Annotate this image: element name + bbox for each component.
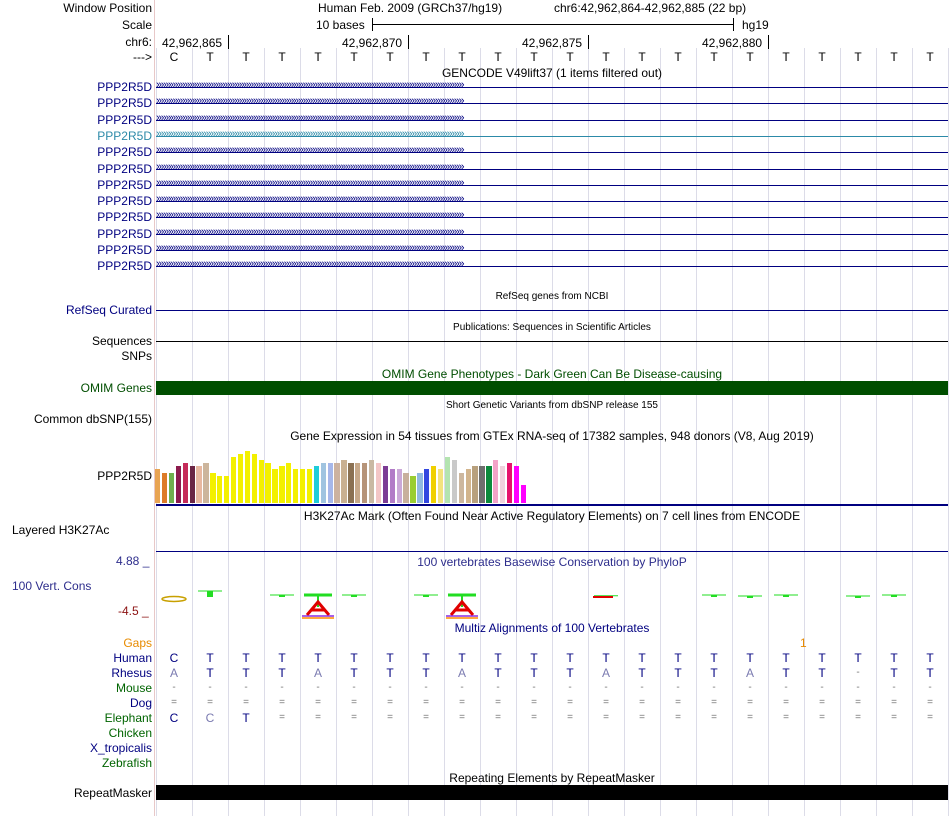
alignment-base: =	[351, 712, 357, 723]
sequence-base: T	[746, 50, 754, 64]
species-label[interactable]: Rhesus	[111, 666, 152, 680]
alignment-base: =	[855, 712, 861, 723]
gtex-tissue-bar[interactable]	[334, 463, 339, 503]
coord-tick-1	[228, 35, 229, 49]
alignment-base: -	[784, 682, 788, 693]
alignment-base: =	[207, 697, 213, 708]
gtex-tissue-bar[interactable]	[217, 476, 222, 503]
gencode-transcript[interactable]: ››››››››››››››››››››››››››››››››››››››››››››››››››››››››››››››››››››››››››››››››››››››››››››››››››››››››››››››››››››››››››››››››››	[156, 210, 948, 224]
alignment-base: =	[387, 712, 393, 723]
sequence-bases	[156, 50, 948, 64]
alignment-base: T	[350, 666, 358, 680]
alignment-base: T	[566, 666, 574, 680]
gtex-tissue-bar[interactable]	[155, 469, 160, 503]
alignment-base: =	[603, 712, 609, 723]
species-label[interactable]: Elephant	[104, 711, 152, 725]
sequence-base: T	[854, 50, 862, 64]
alignment-base: =	[495, 697, 501, 708]
position-readout: chr6:42,962,864-42,962,885 (22 bp)	[554, 1, 747, 15]
alignment-base: =	[675, 712, 681, 723]
species-label[interactable]: Dog	[129, 696, 152, 710]
alignment-base: T	[926, 651, 934, 665]
species-label[interactable]: X_tropicalis	[89, 741, 152, 755]
sequence-base: T	[350, 50, 358, 64]
alignment-base: =	[639, 697, 645, 708]
gtex-tissue-bar[interactable]	[321, 463, 326, 503]
alignment-base: =	[315, 697, 321, 708]
alignment-base: T	[314, 651, 322, 665]
allele-a-glyph	[307, 602, 329, 615]
gtex-track-title[interactable]: Gene Expression in 54 tissues from GTEx RNA-seq of 17382 samples, 948 donors (V8, Aug 2019)	[290, 429, 814, 443]
alignment-base: =	[819, 712, 825, 723]
sequence-base: T	[782, 50, 790, 64]
sequence-base: T	[314, 50, 322, 64]
alignment-base: A	[169, 666, 178, 680]
alignment-base: T	[818, 666, 826, 680]
alignment-base: =	[279, 712, 285, 723]
sequence-base: T	[530, 50, 538, 64]
alignment-base: T	[494, 666, 502, 680]
coord-2: 42,962,870	[342, 36, 403, 50]
alignment-base: T	[746, 651, 754, 665]
sequence-base: T	[206, 50, 214, 64]
gtex-tissue-bar[interactable]	[286, 463, 291, 503]
alignment-base: -	[424, 682, 428, 693]
gtex-tissue-bar[interactable]	[390, 469, 395, 503]
gtex-tissue-bar[interactable]	[238, 454, 243, 503]
gtex-tissue-bar[interactable]	[203, 463, 208, 503]
sequence-base: T	[566, 50, 574, 64]
gtex-tissue-bar[interactable]	[190, 466, 195, 503]
omim-track-label[interactable]: OMIM Genes	[80, 381, 152, 395]
alignment-base: =	[783, 697, 789, 708]
alignment-base: T	[422, 666, 430, 680]
sequence-base: T	[638, 50, 646, 64]
phylop-positive-bar	[207, 591, 213, 597]
gencode-transcript[interactable]: ››››››››››››››››››››››››››››››››››››››››››››››››››››››››››››››››››››››››››››››››››››››››››››››››››››››››››››››››››››››››››››››››››	[156, 227, 948, 241]
gtex-tissue-bar[interactable]	[272, 469, 277, 503]
gtex-expression-chart[interactable]	[155, 442, 535, 503]
scale-bar	[372, 24, 734, 25]
sequence-base: T	[710, 50, 718, 64]
alignment-base: T	[674, 666, 682, 680]
strand-label: --->	[133, 50, 152, 64]
coord-1: 42,962,865	[162, 36, 223, 50]
gtex-tissue-bar[interactable]	[341, 460, 346, 503]
gencode-item-label[interactable]: PPP2R5D	[97, 194, 152, 209]
alignment-base: A	[601, 666, 610, 680]
alignment-base: -	[568, 682, 572, 693]
gtex-tissue-bar[interactable]	[348, 463, 353, 503]
multiz-track-title[interactable]: Multiz Alignments of 100 Vertebrates	[454, 621, 650, 635]
sequence-base: C	[169, 50, 179, 64]
alignment-base: T	[674, 651, 682, 665]
phylop-track-title[interactable]: 100 vertebrates Basewise Conservation by PhyloP	[417, 555, 687, 569]
gtex-tissue-bar[interactable]	[376, 463, 381, 503]
gtex-tissue-bar[interactable]	[452, 460, 457, 503]
alignment-base: -	[676, 682, 680, 693]
gtex-tissue-bar[interactable]	[424, 469, 429, 503]
gencode-item-label[interactable]: PPP2R5D	[97, 145, 152, 160]
alignment-base: -	[496, 682, 500, 693]
alignment-base: =	[531, 712, 537, 723]
alignment-base: =	[711, 712, 717, 723]
gtex-tissue-bar[interactable]	[279, 466, 284, 503]
scale-text: 10 bases	[316, 18, 365, 32]
gencode-transcript[interactable]: ››››››››››››››››››››››››››››››››››››››››››››››››››››››››››››››››››››››››››››››››››››››››››››››››››››››››››››››››››››››››››››››››››	[156, 178, 948, 192]
alignment-base: T	[242, 651, 250, 665]
gtex-tissue-bar[interactable]	[403, 473, 408, 504]
gtex-tissue-bar[interactable]	[328, 463, 333, 503]
alignment-base: =	[171, 697, 177, 708]
alignment-base: T	[494, 651, 502, 665]
gtex-tissue-bar[interactable]	[514, 466, 519, 503]
sequence-base: T	[818, 50, 826, 64]
gencode-track-title[interactable]: GENCODE V49lift37 (1 items filtered out)	[441, 66, 663, 80]
alignment-base: -	[748, 682, 752, 693]
sequence-base: T	[890, 50, 898, 64]
alignment-base: =	[567, 697, 573, 708]
coord-4: 42,962,880	[702, 36, 763, 50]
label-separator	[154, 0, 155, 816]
gencode-item-label[interactable]: PPP2R5D	[97, 128, 152, 143]
repeatmasker-track-label[interactable]: RepeatMasker	[73, 786, 152, 800]
gencode-transcript[interactable]: ››››››››››››››››››››››››››››››››››››››››››››››››››››››››››››››››››››››››››››››››››››››››››››››››››››››››››››››››››››››››››››››››››	[156, 113, 948, 127]
gencode-item-label[interactable]: PPP2R5D	[97, 96, 152, 111]
gtex-tissue-bar[interactable]	[486, 466, 491, 503]
alignment-base: =	[603, 697, 609, 708]
alignment-base: =	[891, 712, 897, 723]
chr-label: chr6:	[125, 35, 152, 49]
window-position-label: Window Position	[63, 1, 152, 15]
scale-label: Scale	[121, 18, 152, 32]
species-label[interactable]: Mouse	[115, 681, 152, 695]
alignment-base: T	[890, 666, 898, 680]
alignment-base: T	[890, 651, 898, 665]
alignment-base: T	[206, 651, 214, 665]
alignment-base: T	[566, 651, 574, 665]
gtex-tissue-bar[interactable]	[169, 473, 174, 504]
gtex-tissue-bar[interactable]	[314, 466, 319, 503]
gtex-tissue-bar[interactable]	[479, 466, 484, 503]
gtex-tissue-bar[interactable]	[445, 457, 450, 503]
gencode-transcript[interactable]: ››››››››››››››››››››››››››››››››››››››››››››››››››››››››››››››››››››››››››››››››››››››››››››››››››››››››››››››››››››››››››››››››››	[156, 96, 948, 110]
gtex-tissue-bar[interactable]	[362, 463, 367, 503]
alignment-base: T	[818, 651, 826, 665]
alignment-base: T	[206, 666, 214, 680]
publications-track-title[interactable]: Publications: Sequences in Scientific Articles	[453, 322, 651, 333]
gtex-tissue-bar[interactable]	[397, 469, 402, 503]
sequence-base: T	[242, 50, 250, 64]
alignment-base: =	[891, 697, 897, 708]
alignment-base: -	[928, 682, 932, 693]
gtex-tissue-bar[interactable]	[507, 463, 512, 503]
alignment-base: =	[567, 712, 573, 723]
gtex-tissue-bar[interactable]	[162, 473, 167, 504]
alignment-base: =	[459, 712, 465, 723]
alignment-base: =	[495, 712, 501, 723]
alignment-base: =	[423, 712, 429, 723]
gencode-item-label[interactable]: PPP2R5D	[97, 243, 152, 257]
alignment-base: -	[172, 682, 176, 693]
alignment-base: -	[352, 682, 356, 693]
alignment-base: T	[278, 651, 286, 665]
alignment-base: T	[242, 666, 250, 680]
gtex-tissue-bar[interactable]	[300, 469, 305, 503]
alignment-base: T	[782, 651, 790, 665]
gtex-tissue-bar[interactable]	[493, 460, 498, 503]
db-label: hg19	[742, 18, 769, 32]
coord-3: 42,962,875	[522, 36, 583, 50]
alignment-base: -	[604, 682, 608, 693]
gencode-item-label[interactable]: PPP2R5D	[97, 161, 152, 176]
alignment-base: T	[242, 711, 250, 725]
gencode-item-label[interactable]: PPP2R5D	[97, 177, 152, 192]
alignment-base: C	[169, 651, 179, 665]
gtex-tissue-bar[interactable]	[466, 469, 471, 503]
gtex-tissue-bar[interactable]	[196, 466, 201, 503]
gtex-tissue-bar[interactable]	[183, 463, 188, 503]
alignment-base: =	[351, 697, 357, 708]
gtex-tissue-bar[interactable]	[210, 473, 215, 504]
alignment-base: -	[712, 682, 716, 693]
alignment-base: =	[927, 712, 933, 723]
alignment-base: T	[710, 651, 718, 665]
omim-track-title[interactable]: OMIM Gene Phenotypes - Dark Green Can Be Disease-causing	[381, 367, 723, 381]
repeatmasker-feature-bar[interactable]	[156, 785, 948, 800]
gtex-tissue-bar[interactable]	[293, 469, 298, 503]
gencode-transcript[interactable]: ››››››››››››››››››››››››››››››››››››››››››››››››››››››››››››››››››››››››››››››››››››››››››››››››››››››››››››››››››››››››››››››››››	[156, 80, 948, 94]
gencode-transcript[interactable]: ››››››››››››››››››››››››››››››››››››››››››››››››››››››››››››››››››››››››››››››››››››››››››››››››››››››››››››››››››››››››››››››››››	[156, 129, 948, 143]
h3k27ac-line	[156, 551, 948, 552]
gtex-tissue-bar[interactable]	[224, 476, 229, 503]
alignment-base: -	[316, 682, 320, 693]
species-label[interactable]: Chicken	[108, 726, 152, 740]
species-label[interactable]: Zebrafish	[101, 756, 152, 770]
alignment-base: -	[820, 682, 824, 693]
species-label[interactable]: Human	[113, 651, 152, 665]
alignment-base: -	[244, 682, 248, 693]
gtex-tissue-bar[interactable]	[231, 457, 236, 503]
sequence-base: T	[674, 50, 682, 64]
gencode-item-label[interactable]: PPP2R5D	[97, 226, 152, 241]
phylop-track-label[interactable]: 100 Vert. Cons	[12, 579, 92, 593]
alignment-base: -	[532, 682, 536, 693]
h3k27ac-track-label[interactable]: Layered H3K27Ac	[12, 523, 110, 537]
gtex-tissue-bar[interactable]	[472, 466, 477, 503]
alignment-base: =	[387, 697, 393, 708]
alignment-base: A	[745, 666, 754, 680]
alignment-base: T	[710, 666, 718, 680]
alignment-base: T	[854, 651, 862, 665]
gtex-tissue-bar[interactable]	[438, 469, 443, 503]
gtex-track-label[interactable]: PPP2R5D	[97, 469, 152, 483]
alignment-base: =	[747, 712, 753, 723]
alignment-base: =	[747, 697, 753, 708]
alignment-base: =	[423, 697, 429, 708]
gtex-tissue-bar[interactable]	[417, 473, 422, 504]
coord-tick-2	[408, 35, 409, 49]
gtex-tissue-bar[interactable]	[383, 466, 388, 503]
gtex-tissue-bar[interactable]	[369, 460, 374, 503]
repeatmasker-track-title[interactable]: Repeating Elements by RepeatMasker	[449, 771, 655, 785]
gencode-transcript[interactable]: ››››››››››››››››››››››››››››››››››››››››››››››››››››››››››››››››››››››››››››››››››››››››››››››››››››››››››››››››››››››››››››››››››	[156, 259, 948, 273]
gencode-transcript[interactable]: ››››››››››››››››››››››››››››››››››››››››››››››››››››››››››››››››››››››››››››››››››››››››››››››››››››››››››››››››››››››››››››››››››	[156, 162, 948, 176]
sequence-base: T	[926, 50, 934, 64]
assembly-name: Human Feb. 2009 (GRCh37/hg19)	[318, 1, 503, 15]
sequence-base: T	[386, 50, 394, 64]
sequence-base: T	[278, 50, 286, 64]
alignment-base: T	[458, 651, 466, 665]
alignment-base: =	[531, 697, 537, 708]
gtex-tissue-bar[interactable]	[431, 466, 436, 503]
alignment-base: T	[530, 666, 538, 680]
snps-track-label[interactable]: SNPs	[121, 349, 152, 363]
gencode-item-label[interactable]: PPP2R5D	[97, 112, 152, 127]
alignment-base: -	[388, 682, 392, 693]
gencode-item-label[interactable]: PPP2R5D	[97, 259, 152, 274]
h3k27ac-track-title[interactable]: H3K27Ac Mark (Often Found Near Active Regulatory Elements) on 7 cell lines from ENCODE	[303, 509, 801, 523]
scale-bar-left-tick	[372, 18, 373, 31]
refseq-track-title[interactable]: RefSeq genes from NCBI	[495, 291, 609, 302]
alignment-base: -	[856, 682, 860, 693]
alignment-base: =	[315, 712, 321, 723]
scale-bar-right-tick	[733, 18, 734, 31]
gencode-item-label[interactable]: PPP2R5D	[97, 210, 152, 225]
alignment-base: C	[169, 711, 179, 725]
gtex-tissue-bar[interactable]	[459, 473, 464, 504]
alignment-base: T	[782, 666, 790, 680]
alignment-base: T	[602, 651, 610, 665]
alignment-base: -	[892, 682, 896, 693]
alignment-base: -	[460, 682, 464, 693]
alignment-base: T	[386, 651, 394, 665]
gtex-tissue-bar[interactable]	[521, 485, 526, 503]
alignment-base: T	[926, 666, 934, 680]
alignment-base: T	[386, 666, 394, 680]
refseq-track-label[interactable]: RefSeq Curated	[65, 303, 152, 317]
sequence-base: T	[494, 50, 502, 64]
coord-tick-4	[768, 35, 769, 49]
dbsnp-track-label[interactable]: Common dbSNP(155)	[33, 412, 152, 426]
phylop-min-value: -4.5 _	[118, 604, 149, 618]
gaps-value: 1	[800, 636, 807, 650]
sequence-base: T	[422, 50, 430, 64]
gencode-transcript[interactable]: ››››››››››››››››››››››››››››››››››››››››››››››››››››››››››››››››››››››››››››››››››››››››››››››››››››››››››››››››››››››››››››››››››	[156, 243, 948, 257]
alignment-base: -	[280, 682, 284, 693]
alignment-base: =	[459, 697, 465, 708]
alignment-base: T	[422, 651, 430, 665]
alignment-base: =	[711, 697, 717, 708]
gaps-label: Gaps	[123, 636, 152, 650]
gtex-tissue-bar[interactable]	[252, 454, 257, 503]
alignment-base: =	[783, 712, 789, 723]
alignment-base: =	[819, 697, 825, 708]
gencode-transcript[interactable]: ››››››››››››››››››››››››››››››››››››››››››››››››››››››››››››››››››››››››››››››››››››››››››››››››››››››››››››››››››››››››››››››››››	[156, 194, 948, 208]
alignment-base: =	[639, 712, 645, 723]
gtex-tissue-bar[interactable]	[259, 460, 264, 503]
alignment-base: T	[530, 651, 538, 665]
allele-a-glyph	[451, 602, 473, 615]
phylop-max-value: 4.88 _	[116, 554, 150, 568]
phylop-neutral-mark	[162, 597, 186, 602]
coord-tick-3	[588, 35, 589, 49]
alignment-base: =	[855, 697, 861, 708]
alignment-base: A	[457, 666, 466, 680]
sequences-track-label[interactable]: Sequences	[91, 334, 152, 348]
gtex-tissue-bar[interactable]	[176, 466, 181, 503]
alignment-base: =	[243, 697, 249, 708]
alignment-base: T	[278, 666, 286, 680]
alignment-base: -	[856, 667, 860, 678]
alignment-base: -	[640, 682, 644, 693]
gencode-item-label[interactable]: PPP2R5D	[97, 80, 152, 94]
sequences-line	[156, 341, 948, 342]
sequence-base: T	[458, 50, 466, 64]
refseq-line	[156, 310, 948, 311]
base-gridline	[948, 48, 949, 816]
dbsnp-track-title[interactable]: Short Genetic Variants from dbSNP release 155	[446, 400, 658, 411]
sequence-base: T	[602, 50, 610, 64]
gtex-baseline	[156, 504, 948, 506]
alignment-base: T	[350, 651, 358, 665]
alignment-base: T	[638, 651, 646, 665]
gtex-tissue-bar[interactable]	[410, 476, 415, 503]
gtex-tissue-bar[interactable]	[307, 469, 312, 503]
gtex-tissue-bar[interactable]	[355, 463, 360, 503]
alignment-base: A	[313, 666, 322, 680]
omim-feature-bar[interactable]	[156, 381, 948, 395]
gtex-tissue-bar[interactable]	[265, 463, 270, 503]
gtex-tissue-bar[interactable]	[245, 451, 250, 503]
phylop-conservation-plot[interactable]	[156, 575, 948, 623]
alignment-base: -	[208, 682, 212, 693]
alignment-base: =	[279, 697, 285, 708]
alignment-base: T	[638, 666, 646, 680]
alignment-base: =	[675, 697, 681, 708]
gtex-tissue-bar[interactable]	[500, 466, 505, 503]
alignment-base: =	[927, 697, 933, 708]
gencode-transcript[interactable]: ››››››››››››››››››››››››››››››››››››››››››››››››››››››››››››››››››››››››››››››››››››››››››››››››››››››››››››››››››››››››››››››››››	[156, 145, 948, 159]
alignment-base: C	[205, 711, 215, 725]
